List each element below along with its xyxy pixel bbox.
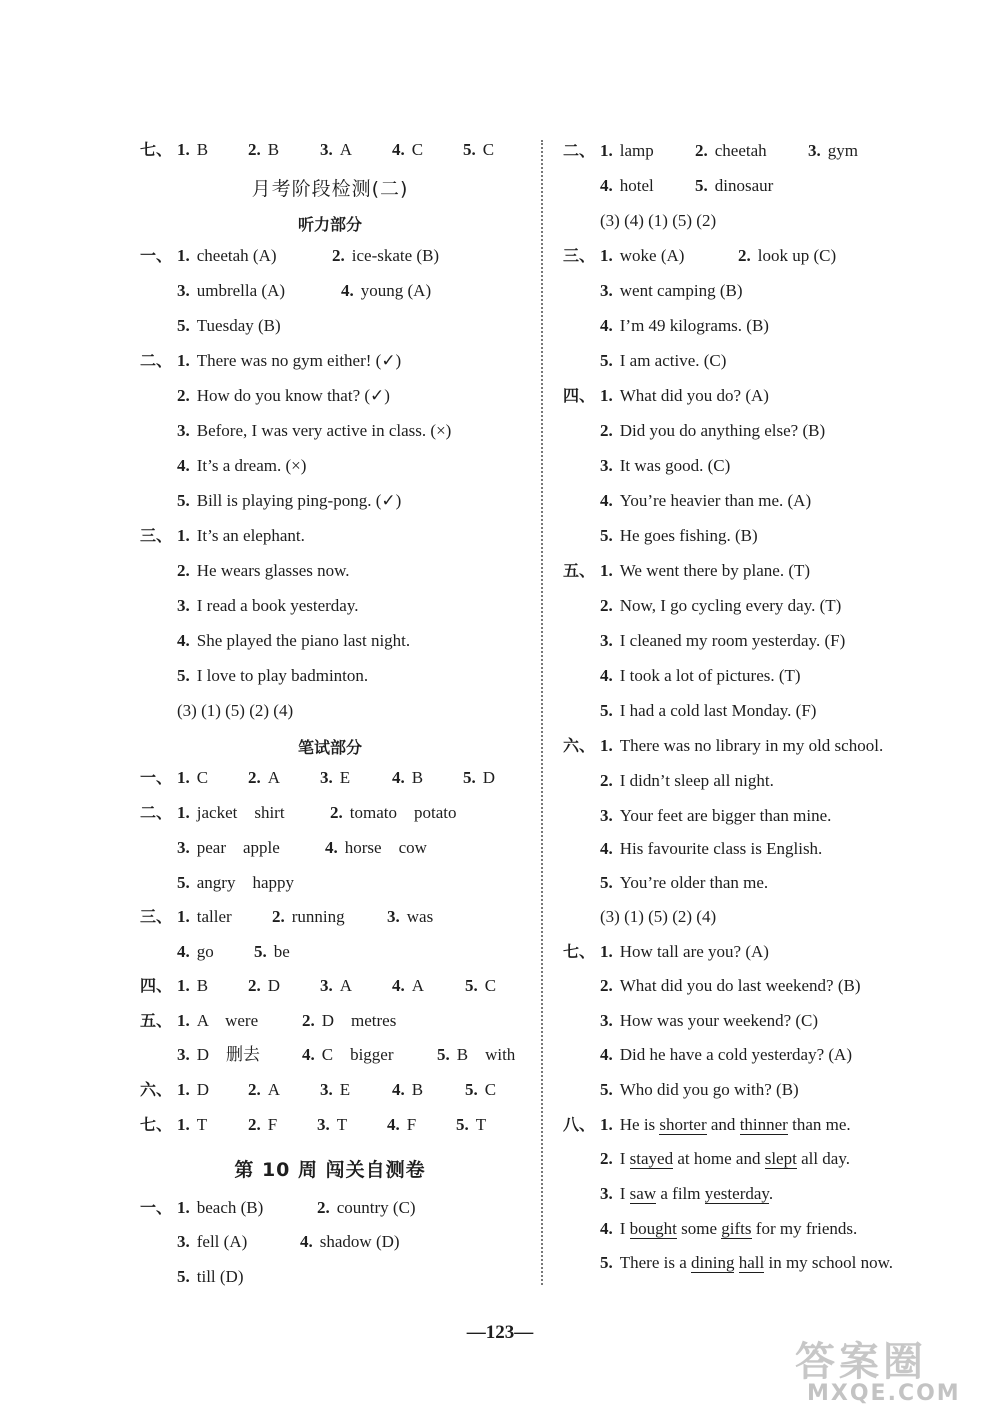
answer-item: 3. umbrella (A) (177, 281, 286, 300)
answer-item: 5. Tuesday (B) (177, 316, 281, 335)
answer-item: 5. I love to play badminton. (177, 666, 369, 685)
answer-item: 1. beach (B) (177, 1198, 264, 1217)
answer-item: 4. His favourite class is English. (600, 839, 823, 858)
underlined-word: shorter (659, 1115, 707, 1134)
answer-item: 5. I had a cold last Monday. (F) (600, 701, 817, 720)
answer-item: 3. gym (808, 141, 858, 160)
section-label: 一、 (140, 1198, 173, 1217)
answer-item: 1. What did you do? (A) (600, 386, 769, 405)
section-label: 六、 (563, 736, 596, 755)
answer-item: 2. A (248, 768, 281, 787)
watermark-bottom: MXQE.COM (807, 1381, 961, 1406)
answer-item: 1. D (177, 1080, 210, 1099)
underlined-word: thinner (739, 1115, 788, 1134)
section-label: 五、 (563, 561, 596, 580)
listening-title: 听力部分 (297, 215, 362, 234)
section-label: 六、 (140, 1080, 173, 1099)
order-answer: (3) (1) (5) (2) (4) (177, 701, 294, 720)
answer-item: 2. running (272, 907, 345, 926)
section-label: 二、 (140, 351, 173, 370)
watermark-top: 答案圈 (795, 1339, 927, 1385)
answer-item: 2. How do you know that? (✓) (177, 386, 390, 405)
answer-item: 4. I took a lot of pictures. (T) (600, 666, 801, 685)
answer-item: 1. He is shorter and thinner than me. (600, 1115, 851, 1134)
section-label: 七、 (140, 140, 173, 159)
underlined-word: saw (629, 1184, 657, 1203)
answer-item: 1. It’s an elephant. (177, 526, 305, 545)
answer-item: 2. D (248, 976, 281, 995)
answer-item: 5. D (463, 768, 496, 787)
answer-item: 2. A (248, 1080, 281, 1099)
answer-item: 2. look up (C) (738, 246, 837, 265)
answer-item: 3. How was your weekend? (C) (600, 1011, 819, 1030)
answer-item: 4. horse cow (325, 838, 427, 857)
answer-item: 3. was (387, 907, 434, 926)
answer-item: 4. shadow (D) (300, 1232, 400, 1251)
answer-item: 2. B (248, 140, 280, 159)
answer-item: 1. T (177, 1115, 208, 1134)
section-label: 五、 (140, 1011, 173, 1030)
answer-item: 5. Who did you go with? (B) (600, 1080, 799, 1099)
section-label: 二、 (563, 141, 596, 160)
answer-item: 5. B with (437, 1045, 516, 1064)
answer-item: 2. country (C) (317, 1198, 416, 1217)
answer-item: 2. What did you do last weekend? (B) (600, 976, 861, 995)
section-label: 三、 (140, 907, 173, 926)
answer-item: 1. There was no library in my old school. (600, 736, 884, 755)
section-label: 三、 (563, 246, 596, 265)
answer-item: 4. C bigger (302, 1045, 394, 1064)
answer-item: 3. A (320, 140, 353, 159)
underlined-word: dining (691, 1253, 735, 1272)
answer-item: 3. went camping (B) (600, 281, 743, 300)
page-number: —123— (466, 1322, 534, 1343)
underlined-word: bought (629, 1219, 677, 1238)
underlined-word: yesterday (704, 1184, 769, 1203)
answer-item: 2. Now, I go cycling every day. (T) (600, 596, 842, 615)
answer-item: 2. I stayed at home and slept all day. (600, 1149, 850, 1168)
answer-item: 4. You’re heavier than me. (A) (600, 491, 812, 510)
answer-item: 2. tomato potato (330, 803, 457, 822)
answer-item: 1. There was no gym either! (✓) (177, 351, 402, 370)
answer-item: 1. C (177, 768, 209, 787)
answer-item: 5. be (254, 942, 290, 961)
answer-item: 5. I am active. (C) (600, 351, 727, 370)
answer-item: 1. woke (A) (600, 246, 685, 265)
answer-item: 4. B (392, 768, 424, 787)
answer-item: 4. go (177, 942, 214, 961)
answer-item: 1. lamp (600, 141, 654, 160)
answer-item: 2. I didn’t sleep all night. (600, 771, 774, 790)
answer-item: 3. I saw a film yesterday. (600, 1184, 774, 1203)
answer-item: 1. We went there by plane. (T) (600, 561, 811, 580)
section-label: 三、 (140, 526, 173, 545)
column-divider (541, 140, 543, 1285)
answer-item: 5. till (D) (177, 1267, 244, 1286)
answer-item: 5. Bill is playing ping-pong. (✓) (177, 491, 402, 510)
answer-item: 4. I’m 49 kilograms. (B) (600, 316, 769, 335)
underlined-word: hall (738, 1253, 765, 1272)
answer-item: 1. How tall are you? (A) (600, 942, 769, 961)
section-label: 七、 (563, 942, 596, 961)
section-label: 一、 (140, 768, 173, 787)
answer-item: 2. cheetah (695, 141, 767, 160)
answer-item: 3. Your feet are bigger than mine. (600, 806, 832, 825)
answer-item: 1. A were (177, 1011, 259, 1030)
answer-item: 4. B (392, 1080, 424, 1099)
answer-item: 5. There is a dining hall in my school now. (600, 1253, 893, 1272)
order-answer: (3) (1) (5) (2) (4) (600, 907, 717, 926)
answer-item: 4. I bought some gifts for my friends. (600, 1219, 858, 1238)
answer-item: 5. angry happy (177, 873, 295, 892)
underlined-word: stayed (629, 1149, 674, 1168)
section-label: 四、 (140, 976, 173, 995)
answer-item: 1. B (177, 976, 209, 995)
answer-item: 4. A (392, 976, 425, 995)
answer-item: 2. Did you do anything else? (B) (600, 421, 826, 440)
answer-item: 1. jacket shirt (177, 803, 285, 822)
section-label: 一、 (140, 246, 173, 265)
watermark-logo (795, 1330, 995, 1415)
answer-item: 2. F (248, 1115, 278, 1134)
answer-item: 5. C (465, 1080, 497, 1099)
answer-item: 2. ice-skate (B) (332, 246, 440, 265)
answer-item: 3. Before, I was very active in class. (×) (177, 421, 452, 440)
section-label: 八、 (563, 1115, 596, 1134)
order-answer: (3) (4) (1) (5) (2) (600, 211, 717, 230)
answer-item: 3. D 删去 (177, 1045, 261, 1064)
underlined-word: slept (764, 1149, 797, 1168)
answer-item: 1. B (177, 140, 209, 159)
answer-item: 3. E (320, 1080, 351, 1099)
answer-item: 5. C (463, 140, 495, 159)
answer-item: 4. C (392, 140, 424, 159)
answer-item: 3. I read a book yesterday. (177, 596, 359, 615)
section-label: 七、 (140, 1115, 173, 1134)
answer-item: 4. hotel (600, 176, 654, 195)
answer-item: 4. She played the piano last night. (177, 631, 411, 650)
answer-item: 3. pear apple (177, 838, 280, 857)
answer-item: 2. He wears glasses now. (177, 561, 350, 580)
section-label: 二、 (140, 803, 173, 822)
exam-title: 月考阶段检测(二) (251, 178, 409, 200)
answer-item: 5. You’re older than me. (600, 873, 769, 892)
answer-item: 3. A (320, 976, 353, 995)
answer-item: 5. C (465, 976, 497, 995)
answer-item: 3. I cleaned my room yesterday. (F) (600, 631, 846, 650)
answer-item: 4. Did he have a cold yesterday? (A) (600, 1045, 852, 1064)
answer-item: 3. fell (A) (177, 1232, 248, 1251)
answer-item: 1. taller (177, 907, 232, 926)
answer-item: 4. F (387, 1115, 417, 1134)
answer-item: 3. E (320, 768, 351, 787)
underlined-word: gifts (721, 1219, 752, 1238)
answer-item: 5. dinosaur (695, 176, 774, 195)
answer-item: 4. It’s a dream. (×) (177, 456, 307, 475)
answer-item: 2. D metres (302, 1011, 397, 1030)
answer-item: 5. He goes fishing. (B) (600, 526, 758, 545)
answer-item: 3. T (317, 1115, 348, 1134)
week10-title: 第 10 周 闯关自测卷 (234, 1159, 426, 1181)
answer-item: 3. It was good. (C) (600, 456, 731, 475)
answer-item: 1. cheetah (A) (177, 246, 277, 265)
section-label: 四、 (563, 386, 596, 405)
writing-title: 笔试部分 (297, 738, 362, 757)
answer-item: 5. T (456, 1115, 487, 1134)
answer-item: 4. young (A) (341, 281, 432, 300)
